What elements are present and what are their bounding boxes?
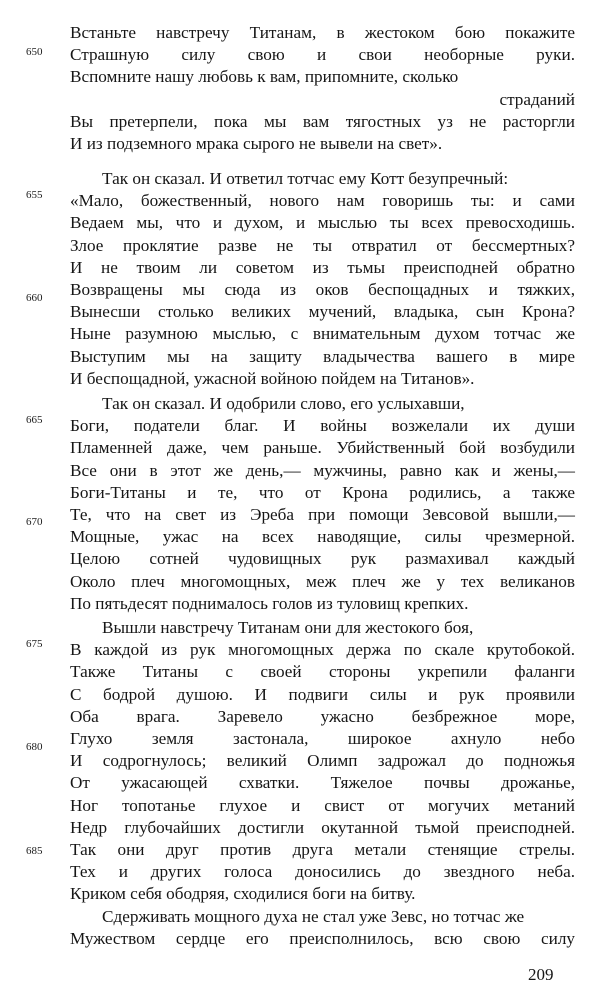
verse-line: Глухо земля застонала, широкое ахнуло небо xyxy=(70,728,575,748)
verse-line: И содрогнулось; великий Олимп задрожал до подножья xyxy=(70,751,575,771)
verse-line: Боги, податели благ. И войны возжелали их души xyxy=(70,416,575,436)
verse-line: Вынесши столько великих мучений, владыка, сын Крона? xyxy=(70,302,575,322)
line-number: 665 xyxy=(26,414,43,426)
verse-line: Страшную силу свою и свои необорные руки. xyxy=(70,45,575,65)
verse-line: Около плеч многомощных, меж плеч же у тех великанов xyxy=(70,571,575,591)
verse-line: И беспощадной, ужасной войною пойдем на Титанов». xyxy=(70,368,475,388)
line-number: 655 xyxy=(26,189,43,201)
verse-line: Так он сказал. И ответил тотчас ему Котт безупречный: xyxy=(102,169,509,188)
verse-line: И из подземного мрака сырого не вывели на свет». xyxy=(70,133,443,153)
line-number: 660 xyxy=(26,292,43,304)
verse-line: Вы претерпели, пока мы вам тягостных уз не расторгли xyxy=(70,111,575,131)
verse-line: Так он сказал. И одобрили слово, его услыхавши, xyxy=(102,394,465,413)
verse-line: Так они друг против друга метали стенящие стрелы. xyxy=(70,839,575,859)
verse-line: Выступим мы на защиту владычества вашего в мире xyxy=(70,346,575,366)
verse-line: Ныне разумною мыслью, с внимательным духом тотчас же xyxy=(70,324,575,344)
verse-line: Оба врага. Заревело ужасно безбрежное море, xyxy=(70,706,575,726)
line-number: 685 xyxy=(26,845,43,857)
verse-line: Мужеством сердце его преисполнилось, всю свою силу xyxy=(70,929,575,949)
verse-line: Вспомните нашу любовь к вам, припомните, сколько xyxy=(70,67,459,87)
verse-line: Встаньте навстречу Титанам, в жестоком бою покажите xyxy=(70,23,575,42)
line-number: 650 xyxy=(26,46,43,58)
line-number: 670 xyxy=(26,516,43,528)
stanza xyxy=(70,393,575,615)
stanza xyxy=(70,906,575,950)
stanza xyxy=(70,168,575,390)
verse-line: Недр глубочайших достигли окутанной тьмой преисподней. xyxy=(70,817,575,837)
verse-line: Злое проклятие разве не ты отвратил от бессмертных? xyxy=(70,235,575,255)
verse-line: «Мало, божественный, нового нам говоришь ты: и сами xyxy=(70,191,575,211)
verse-line: Мощные, ужас на всех наводящие, силы чрезмерной. xyxy=(70,527,575,547)
verse-line: Криком себя ободряя, сходилися боги на битву. xyxy=(70,884,416,904)
verse-line-overflow: страданий xyxy=(499,89,575,109)
verse-line: В каждой из рук многомощных держа по скале крутобокой. xyxy=(70,640,575,660)
verse-line: С бодрой душою. И подвиги силы и рук проявили xyxy=(70,684,575,704)
line-number: 675 xyxy=(26,638,43,650)
page-number: 209 xyxy=(528,965,554,984)
verse-line: Ведаем мы, что и духом, и мыслью ты всех превосходишь. xyxy=(70,213,575,233)
stanza xyxy=(70,22,575,155)
verse-line: От ужасающей схватки. Тяжелое почвы дрожанье, xyxy=(70,773,575,793)
verse-line: Возвращены мы сюда из оков беспощадных и тяжких, xyxy=(70,279,575,299)
verse-line: Те, что на свет из Эреба при помощи Зевсовой вышли,— xyxy=(70,504,575,524)
verse-line: Ног топотанье глухое и свист от могучих метаний xyxy=(70,795,575,815)
verse-line: Целою сотней чудовищных рук размахивал каждый xyxy=(70,549,575,569)
line-number: 680 xyxy=(26,741,43,753)
verse-line: Сдерживать мощного духа не стал уже Зевс, но тотчас же xyxy=(102,907,525,926)
verse-line: Все они в этот же день,— мужчины, равно как и жены,— xyxy=(70,460,575,480)
verse-line: Пламенней даже, чем раньше. Убийственный бой возбудили xyxy=(70,438,575,458)
verse-line: Тех и других голоса доносились до звездного неба. xyxy=(70,862,575,882)
verse-line: Боги-Титаны и те, что от Крона родились, а также xyxy=(70,482,575,502)
verse-line: Также Титаны с своей стороны укрепили фаланги xyxy=(70,662,575,682)
verse-line: И не твоим ли советом из тьмы преисподней обратно xyxy=(70,257,575,277)
stanza xyxy=(70,617,575,905)
verse-line: Вышли навстречу Титанам они для жестокого боя, xyxy=(102,618,474,637)
verse-line: По пятьдесят поднималось голов из туловищ крепких. xyxy=(70,593,469,613)
